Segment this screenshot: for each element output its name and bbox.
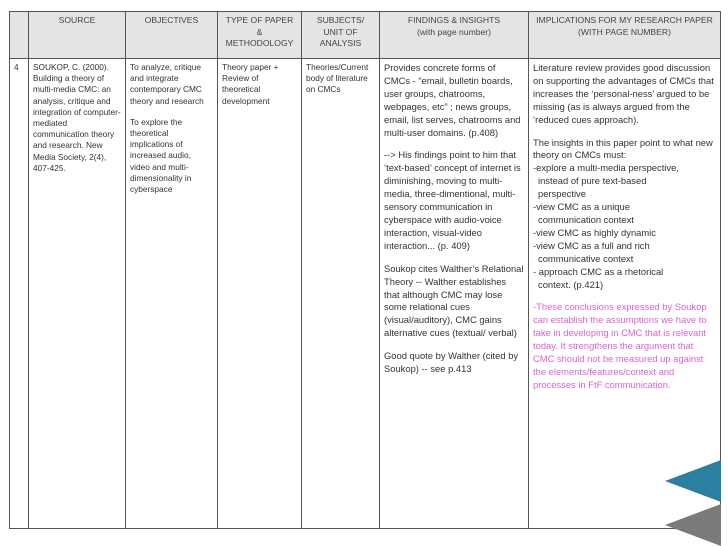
header-implications-title: IMPLICATIONS FOR MY RESEARCH PAPER: [536, 15, 713, 25]
list-item: -view CMC as highly dynamic: [533, 226, 656, 238]
objectives-paragraph: To analyze, critique and integrate contemporary CMC theory and research: [130, 62, 204, 106]
header-subjects-line2: UNIT OF: [323, 26, 358, 37]
list-item: -view CMC as a unique: [533, 201, 630, 213]
next-slide-button[interactable]: [665, 504, 721, 546]
header-type-line3: METHODOLOGY: [225, 38, 294, 48]
list-item: context. (p.421): [538, 278, 604, 290]
header-findings-sub: (with page number): [416, 26, 492, 37]
header-findings-title: FINDINGS & INSIGHTS: [407, 15, 501, 25]
header-row: [10, 12, 721, 59]
findings-paragraph: --> His findings point to him that ‘text-based’ concept of internet is diminishing, moving to multi-media, three-dimentional, multi-sensory communication in cyberspace with audio-voice interaction, visual-video interaction... (p. 409): [384, 149, 521, 251]
header-source: SOURCE: [29, 12, 126, 59]
header-implications: [529, 12, 721, 59]
source-cell: SOUKOP, C. (2000). Building a theory of multi-media CMC: an analysis, critique and integration of computer-mediated communication theory and research. New Media Society, 2(4), 407-425.: [29, 59, 126, 529]
row-number: 4: [10, 59, 29, 529]
type-methodology-cell: Theory paper + Review of theoretical development: [218, 59, 302, 529]
implications-cell: [529, 59, 721, 529]
list-item: perspective: [538, 188, 586, 200]
implications-note: -These conclusions expressed by Soukop can establish the assumptions we have to take in developing in CMC that is relevant today. It strengthens the argument that CMC should not be measured up against the elements/features/context and processes in FtF communication.: [533, 301, 707, 390]
implications-paragraph: Literature review provides good discussion on supporting the advantages of CMCs that increases the ‘personal-ness’ argued to be missing (as is always argued from the ‘reduced cues approach).: [533, 62, 714, 125]
header-implications-sub: (WITH PAGE NUMBER): [578, 26, 671, 37]
list-item: instead of pure text-based: [538, 175, 647, 187]
previous-slide-button[interactable]: [665, 460, 721, 502]
findings-paragraph: Provides concrete forms of CMCs - “email, bulletin boards, user groups, chatrooms, webpages, etc” ; news groups, email, list serves, chatrooms and multi-user domains. (p.408): [384, 62, 521, 138]
implications-list: [533, 162, 716, 291]
list-item: communicative context: [538, 252, 634, 264]
header-type-line1: TYPE OF PAPER: [225, 15, 294, 25]
header-objectives: OBJECTIVES: [126, 12, 218, 59]
list-item: -explore a multi-media perspective,: [533, 162, 679, 174]
subjects-cell: Theories/Current body of literature on CMCs: [302, 59, 380, 529]
research-matrix-table: [9, 11, 721, 529]
list-item: -view CMC as a full and rich: [533, 239, 650, 251]
header-subjects-line3: ANALYSIS: [319, 38, 362, 48]
objectives-paragraph: To explore the theoretical implications of increased audio, video and multi-dimensionality in cyberspace: [130, 116, 192, 195]
findings-paragraph: Good quote by Walther (cited by Soukop) -- see p.413: [384, 350, 519, 375]
findings-paragraph: Soukop cites Walther’s Relational Theory -- Walther establishes that although CMC may lose some relational cues (visual/auditory), CMC gains alternative cues (textual/ verbal): [384, 262, 524, 339]
header-subjects-line1: SUBJECTS/: [316, 15, 365, 25]
header-number: [10, 12, 29, 59]
list-item: - approach CMC as a rhetorical: [533, 265, 664, 277]
header-subjects: [302, 12, 380, 59]
implications-intro: The insights in this paper point to what new theory on CMCs must:: [533, 136, 713, 161]
header-type-line2: &: [256, 26, 263, 37]
header-findings: [380, 12, 529, 59]
findings-cell: [380, 59, 529, 529]
objectives-cell: [126, 59, 218, 529]
table-row: [10, 59, 721, 529]
list-item: communication context: [538, 213, 634, 225]
header-type-methodology: [218, 12, 302, 59]
